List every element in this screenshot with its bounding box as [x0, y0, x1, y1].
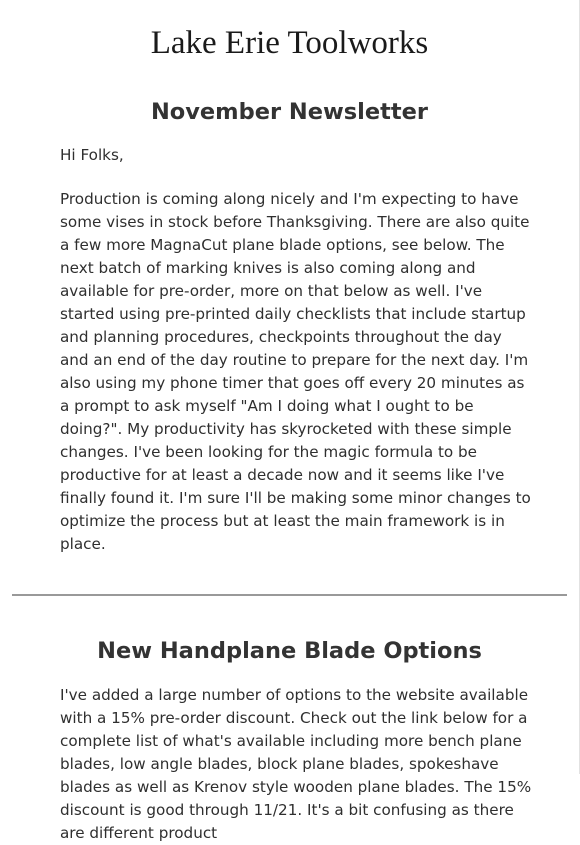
blades-paragraph: I've added a large number of options to the website available with a 15% pre-order discount. Check out the link below for a complete list of what's available including more bench plane blades, low angle blades, block plane blades, spokeshave blades as well as Krenov style wooden plane blades. The 15% discount is good through 11/21. It's a bit confusing as there are different product: [60, 686, 532, 842]
blades-section-title: New Handplane Blade Options: [97, 638, 482, 664]
brand-title: Lake Erie Toolworks: [150, 25, 429, 61]
section-divider: [12, 594, 567, 596]
greeting-text: Hi Folks,: [60, 146, 124, 164]
intro-paragraph: Production is coming along nicely and I'm expecting to have some vises in stock before Thanksgiving. There are also quite a few more MagnaCut plane blade options, see below. The next batch of marking knives is also coming along and available for pre-order, more on that below as well. I've started using pre-printed daily checklists that include startup and planning procedures, checkpoints throughout the day and an end of the day routine to prepare for the next day. I'm also using my phone timer that goes off every 20 minutes as a prompt to ask myself "Am I doing what I ought to be doing?". My productivity has skyrocketed with these simple changes. I've been looking for the magic formula to be productive for at least a decade now and it seems like I've finally found it. I'm sure I'll be making some minor changes to optimize the process but at least the main framework is in place.: [60, 190, 531, 553]
newsletter-title: November Newsletter: [150, 99, 429, 125]
